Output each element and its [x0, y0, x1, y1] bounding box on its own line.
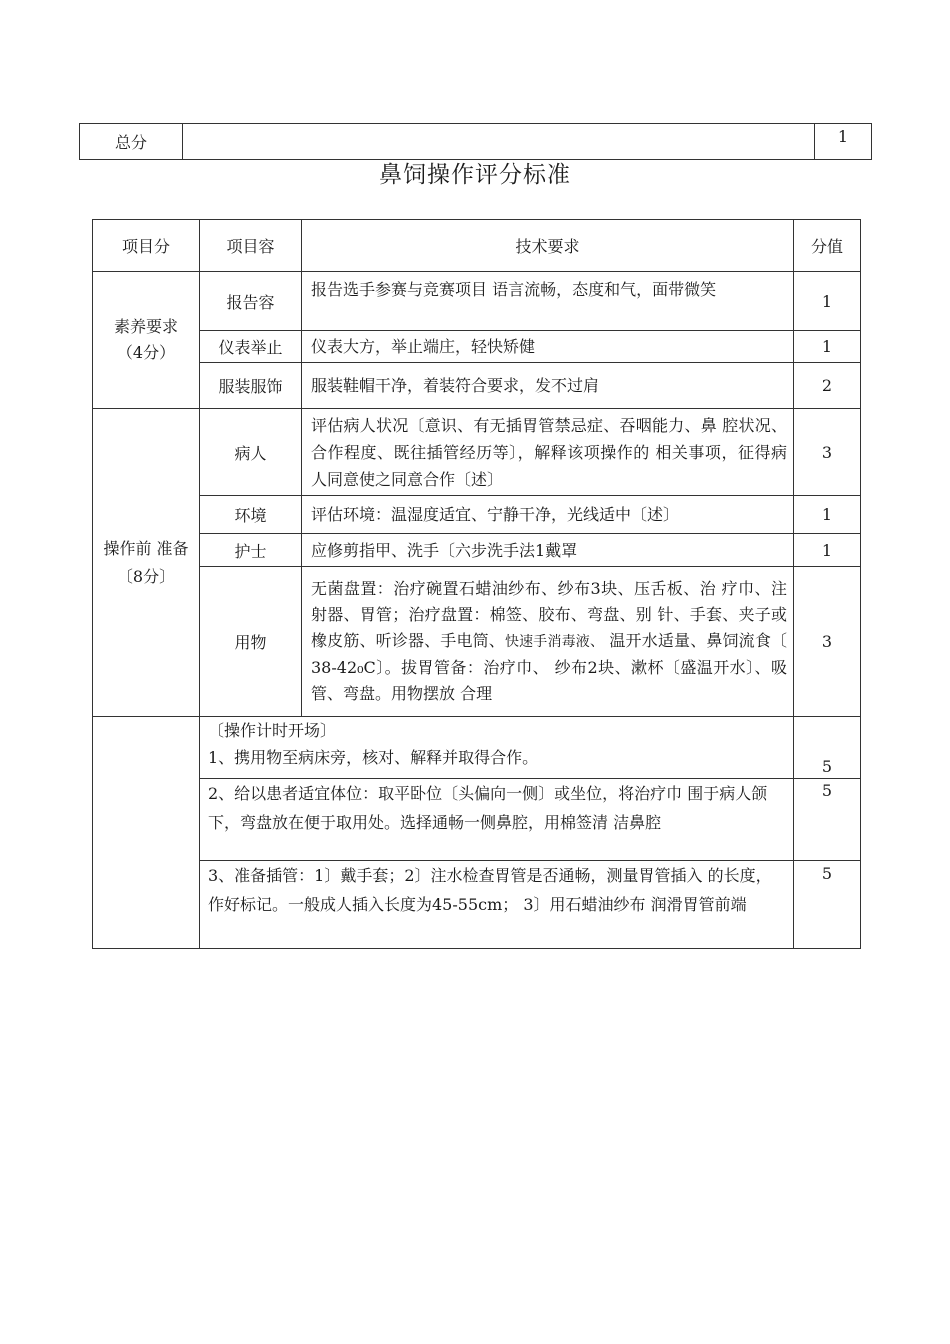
table-row — [93, 567, 861, 717]
header-score: 分值 — [794, 220, 861, 272]
item-content: 病人 — [200, 409, 302, 496]
item-requirement: 评估环境：温湿度适宜、宁静干净，光线适中〔述〕 — [302, 496, 794, 534]
item-content: 仪表举止 — [200, 331, 302, 363]
header-tech-req: 技术要求 — [302, 220, 794, 272]
step-text: 3、准备插管：1〕戴手套；2〕注水检查胃管是否通畅，测量胃管插入 的长度，作好标记。一般成人插入长度为45-55cm； 3〕用石蜡油纱布 润滑胃管前端 — [200, 861, 794, 949]
total-label: 总分 — [80, 124, 183, 160]
table-row — [93, 331, 861, 363]
item-content: 环境 — [200, 496, 302, 534]
item-content: 护士 — [200, 534, 302, 567]
section-prep — [93, 409, 200, 717]
item-requirement — [302, 567, 794, 717]
item-content: 服装服饰 — [200, 363, 302, 409]
table-row — [93, 409, 861, 496]
requirement-part-small: 快速手消毒液、 — [504, 634, 605, 650]
table-row — [93, 496, 861, 534]
section-operation — [93, 717, 200, 949]
step-score: 5 — [794, 861, 861, 949]
step-cell — [200, 717, 794, 779]
total-score-table — [79, 123, 872, 160]
header-item-score: 项目分 — [93, 220, 200, 272]
table-row — [93, 861, 861, 949]
section-name: 操作前 准备 — [103, 538, 189, 558]
header-item-content: 项目容 — [200, 220, 302, 272]
step-text: 2、给以患者适宜体位：取平卧位〔头偏向一侧〕或坐位，将治疗巾 围于病人颌下，弯盘放在便于取用处。选择通畅一侧鼻腔，用棉签清 洁鼻腔 — [200, 779, 794, 861]
requirement-part: 温开水适量、鼻饲流食〔 38-42₀C〕。拔胃管备：治疗巾、 纱布2块、漱杯〔盛温开水〕、吸管、弯盘。用物摆放 合理 — [311, 631, 788, 703]
section-points: 〔8分〕 — [116, 566, 176, 586]
table-row — [93, 779, 861, 861]
section-points: （4分） — [116, 343, 176, 362]
step-timer-note: 〔操作计时开场〕 — [208, 721, 337, 740]
step-score: 5 — [794, 717, 861, 779]
total-value: 1 — [815, 124, 872, 160]
item-score: 1 — [794, 272, 861, 331]
document-title: 鼻饲操作评分标准 — [379, 162, 571, 188]
item-requirement: 评估病人状况〔意识、有无插胃管禁忌症、吞咽能力、鼻 腔状况、合作程度、既往插管经历等〕，解释该项操作的 相关事项，征得病人同意使之同意合作〔述〕 — [302, 409, 794, 496]
item-score: 1 — [794, 331, 861, 363]
section-name: 素养要求 — [113, 317, 178, 336]
table-row — [93, 272, 861, 331]
item-requirement: 应修剪指甲、洗手〔六步洗手法1戴罩 — [302, 534, 794, 567]
total-blank-cell — [183, 124, 815, 160]
requirement-part: 无菌盘置：治疗碗置石蜡油纱布、纱布3块、压舌板、治 疗巾、注射器、胃管；治疗盘置：棉签、胶布、弯盘、别 针、手套、夹子或橡皮筋、听诊器、手电筒、 — [311, 579, 787, 650]
table-row — [93, 717, 861, 779]
item-content: 用物 — [200, 567, 302, 717]
step-score: 5 — [794, 779, 861, 861]
item-score: 2 — [794, 363, 861, 409]
item-score: 3 — [794, 409, 861, 496]
section-quality — [93, 272, 200, 409]
table-row — [93, 534, 861, 567]
item-score: 1 — [794, 534, 861, 567]
header-row — [93, 220, 861, 272]
item-requirement: 仪表大方，举止端庄，轻快矫健 — [302, 331, 794, 363]
scoring-table — [92, 219, 861, 949]
step-text: 1、携用物至病床旁，核对、解释并取得合作。 — [208, 748, 539, 767]
item-requirement: 服装鞋帽干净，着装符合要求，发不过肩 — [302, 363, 794, 409]
table-row — [93, 363, 861, 409]
item-score: 1 — [794, 496, 861, 534]
item-requirement: 报告选手参赛与竞赛项目 语言流畅，态度和气，面带微笑 — [302, 272, 794, 331]
item-score: 3 — [794, 567, 861, 717]
item-content: 报告容 — [200, 272, 302, 331]
